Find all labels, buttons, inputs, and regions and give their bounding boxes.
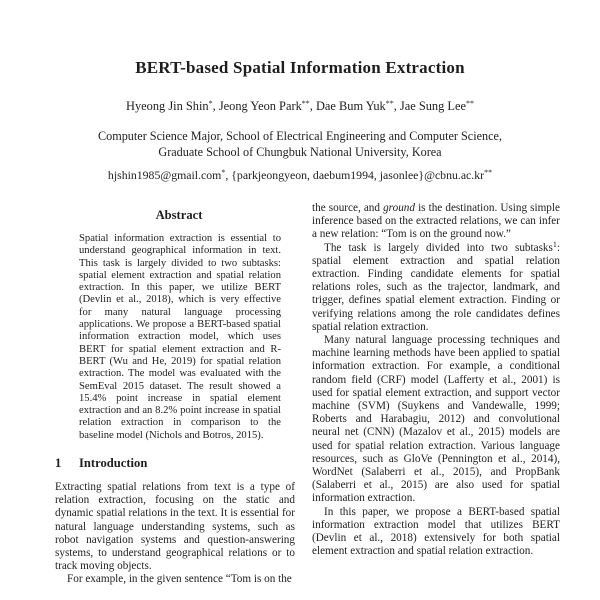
email-address-2: {parkjeongyeon, daebum1994, jasonlee}@cbnu.ac.kr <box>231 168 485 182</box>
intro-paragraph-1: Extracting spatial relations from text is a type of relation extraction, focusing on the static and dynamic spatial relations in the text. It is essential for natural language understanding systems, such as robot navigation systems and question-answering systems, to understand geographical relations or to track moving objects. <box>55 481 295 573</box>
author-name-2: Jeong Yeon Park <box>218 99 302 113</box>
right-paragraph-1-pre: the source, and <box>312 202 384 214</box>
author-name-4: Jae Sung Lee <box>399 99 466 113</box>
right-paragraph-1-post: is the destination. Using simple inference based on the extracted relations, we can infer a new relation: “Tom is on the ground now.” <box>312 202 560 241</box>
author-marker-4: ** <box>465 99 474 108</box>
italic-term-ground: ground <box>383 202 415 214</box>
section-number: 1 <box>55 456 62 471</box>
author-separator-1: , <box>212 99 219 113</box>
right-paragraph-4: In this paper, we propose a BERT-based spatial information extraction model that utilizes BERT (Devlin et al., 2018) extensively for both spatial element extraction and spatial relation extraction. <box>312 505 560 558</box>
abstract-text: Spatial information extraction is essential to understand geographical information in text. This task is largely divided to two subtasks: spatial element extraction and spatial relation extraction. In this paper, we utilize BERT (Devlin et al., 2018), which is very effective for many natural language processing applications. We propose a BERT-based spatial information extraction model, which uses BERT for spatial element extraction and R-BERT (Wu and He, 2019) for spatial relation extraction. The model was evaluated with the SemEval 2015 dataset. The result showed a 15.4% point increase in spatial element extraction and an 8.2% point increase in spatial relation extraction in comparison to the baseline model (Nichols and Botros, 2015). <box>79 233 281 441</box>
right-paragraph-2 <box>312 239 560 334</box>
section-heading-introduction <box>55 456 295 471</box>
author-marker-2: ** <box>301 99 310 108</box>
email-marker-2: ** <box>484 168 493 177</box>
author-name-3: Dae Bum Yuk <box>315 99 386 113</box>
right-paragraph-3: Many natural language processing techniques and machine learning methods have been applied to spatial information extraction. For example, a conditional random field (CRF) model (Lafferty et al., 2001) is used for spatial element extraction, and support vector machine (SVM) (Suykens and Vandewalle, 1999; Roberts and Harabagiu, 2012) and convolutional neural net (CNN) (Mazalov et al., 2015) models are used for spatial relation extraction. Various language resources, such as GloVe (Pennington et al., 2014), WordNet (Salaberri et al., 2015), and PropBank (Salaberri et al., 2015) are also used for spatial information extraction. <box>312 334 560 505</box>
two-column-body <box>55 202 560 587</box>
section-title: Introduction <box>79 456 148 471</box>
footnote-marker-1: 1 <box>552 239 557 249</box>
author-name-1: Hyeong Jin Shin <box>126 99 209 113</box>
affiliation-line-2: Graduate School of Chungbuk National University, Korea <box>158 144 442 159</box>
intro-paragraph-2-clipped: For example, in the given sentence “Tom is on the <box>67 573 292 586</box>
abstract-heading: Abstract <box>155 208 203 222</box>
affiliation-block <box>0 129 600 160</box>
email-marker-1: * <box>221 168 226 177</box>
right-paragraph-1 <box>312 202 560 242</box>
right-column <box>312 202 560 587</box>
author-marker-1: * <box>208 99 213 108</box>
email-line <box>0 168 600 183</box>
author-separator-2: , <box>309 99 316 113</box>
author-separator-3: , <box>393 99 400 113</box>
author-line <box>0 99 600 114</box>
left-column <box>55 202 295 587</box>
right-paragraph-2-post: : spatial element extraction and spatial relation extraction. Finding candidate elements for spatial relations roles, such as the trajector, landmark, and trigger, defines spatial element extraction. Finding or verifying relations among the role candidates defines spatial relation extraction. <box>312 241 560 333</box>
author-marker-3: ** <box>385 99 394 108</box>
paper-title: BERT-based Spatial Information Extraction <box>135 58 465 77</box>
affiliation-line-1: Computer Science Major, School of Electrical Engineering and Computer Science, <box>98 129 502 143</box>
email-separator: , <box>225 168 232 182</box>
right-paragraph-2-pre: The task is largely divided into two subtasks <box>324 241 553 254</box>
email-address-1: hjshin1985@gmail.com <box>107 168 222 182</box>
